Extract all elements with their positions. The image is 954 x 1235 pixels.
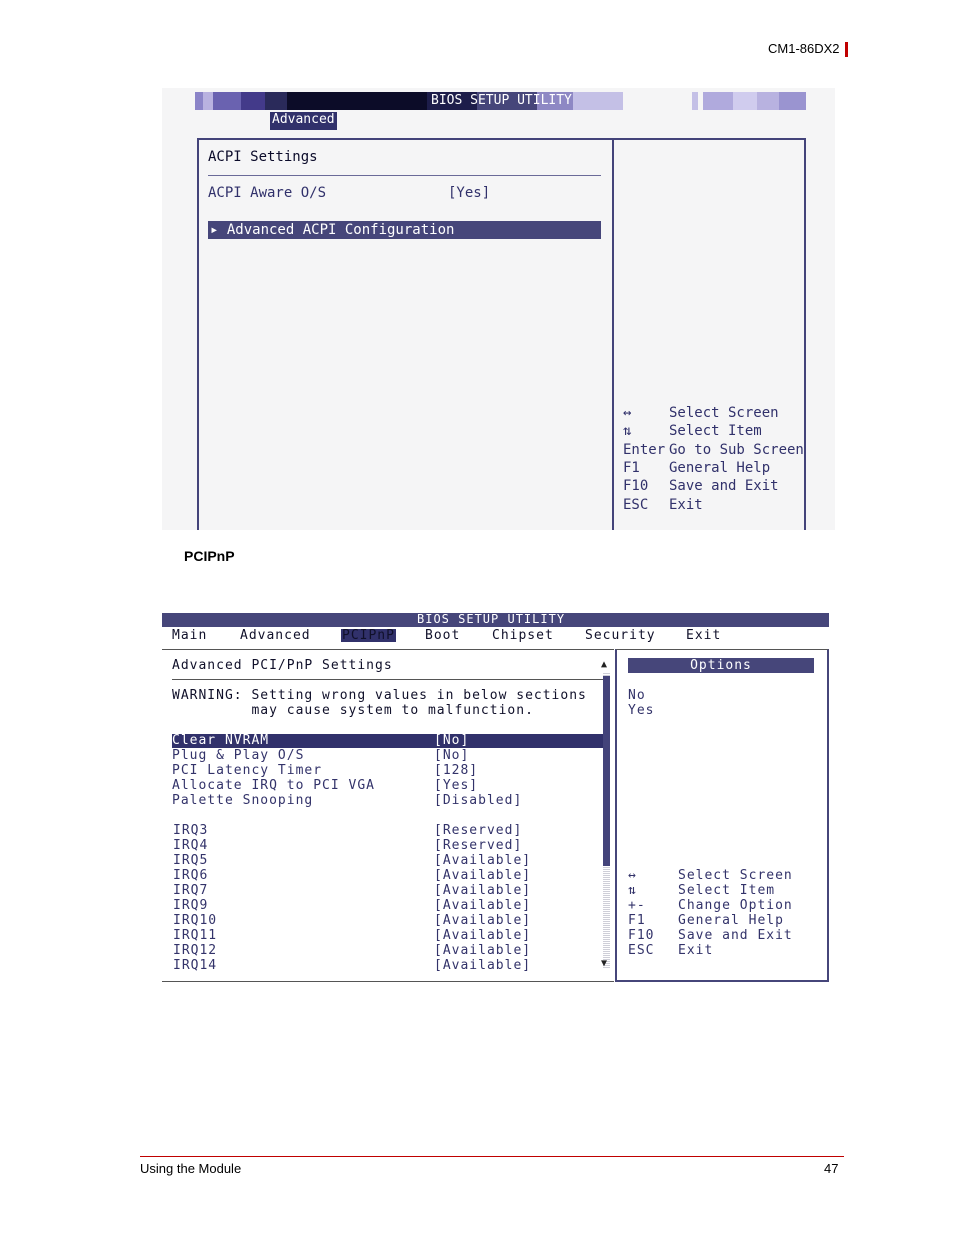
help-action: Exit <box>669 496 703 513</box>
help-action: General Help <box>678 913 784 928</box>
warning-line-2: may cause system to malfunction. <box>172 703 534 718</box>
irq-value[interactable]: [Available] <box>434 958 532 973</box>
help-action: General Help <box>669 459 771 476</box>
tab-boot[interactable]: Boot <box>425 628 461 643</box>
help-action: Select Screen <box>678 868 793 883</box>
separator <box>208 175 601 176</box>
irq-label: IRQ4 <box>173 838 209 853</box>
help-key: ⇅ <box>623 423 632 440</box>
irq-value[interactable]: [Available] <box>434 883 532 898</box>
irq-value[interactable]: [Reserved] <box>434 838 523 853</box>
setting-label: Palette Snooping <box>172 793 314 808</box>
irq-value[interactable]: [Available] <box>434 898 532 913</box>
setting-label: PCI Latency Timer <box>172 763 323 778</box>
help-key: F1 <box>628 913 646 928</box>
section-heading: ACPI Settings <box>208 149 318 165</box>
setting-label: Plug & Play O/S <box>172 748 305 763</box>
help-action: Go to Sub Screen <box>669 441 804 458</box>
help-action: Select Item <box>669 423 762 440</box>
help-key: ↔ <box>628 868 637 883</box>
setting-label-acpi-aware: ACPI Aware O/S <box>208 185 327 201</box>
section-caption: PCIPnP <box>184 548 235 564</box>
scroll-up-icon[interactable]: ▲ <box>601 659 608 670</box>
footer-section-title: Using the Module <box>140 1161 242 1176</box>
help-action: Save and Exit <box>669 478 779 495</box>
irq-value[interactable]: [Available] <box>434 943 532 958</box>
setting-value[interactable]: [128] <box>434 763 479 778</box>
separator <box>172 679 605 680</box>
irq-label: IRQ9 <box>173 898 209 913</box>
tab-pcipnp[interactable]: PCIPnP <box>342 628 395 643</box>
tab-advanced[interactable]: Advanced <box>240 628 311 643</box>
bios-title: BIOS SETUP UTILITY <box>431 93 572 108</box>
document-id: CM1-86DX2 <box>768 41 840 56</box>
setting-label: Allocate IRQ to PCI VGA <box>172 778 376 793</box>
irq-label: IRQ14 <box>173 958 218 973</box>
setting-value[interactable]: [No] <box>434 733 470 748</box>
irq-label: IRQ11 <box>173 928 218 943</box>
options-title: Options <box>690 658 752 673</box>
help-action: Select Screen <box>669 405 779 421</box>
irq-label: IRQ12 <box>173 943 218 958</box>
irq-value[interactable]: [Available] <box>434 913 532 928</box>
footer-rule <box>140 1156 844 1157</box>
irq-value[interactable]: [Available] <box>434 928 532 943</box>
section-heading: Advanced PCI/PnP Settings <box>172 658 393 673</box>
setting-value[interactable]: [Disabled] <box>434 793 523 808</box>
help-key: F10 <box>628 928 655 943</box>
help-key: F10 <box>623 478 649 495</box>
submenu-advanced-acpi[interactable]: ▸ Advanced ACPI Configuration <box>210 222 455 238</box>
setting-value-acpi-aware[interactable]: [Yes] <box>448 185 491 201</box>
irq-value[interactable]: [Reserved] <box>434 823 523 838</box>
tab-security[interactable]: Security <box>585 628 656 643</box>
irq-value[interactable]: [Available] <box>434 868 532 883</box>
irq-label: IRQ10 <box>173 913 218 928</box>
page-number: 47 <box>824 1161 839 1176</box>
help-action: Change Option <box>678 898 793 913</box>
header-accent-bar <box>845 42 848 57</box>
tab-exit[interactable]: Exit <box>686 628 722 643</box>
help-key: +- <box>628 898 646 913</box>
setting-value[interactable]: [Yes] <box>434 778 479 793</box>
tab-chipset[interactable]: Chipset <box>492 628 554 643</box>
scroll-down-icon[interactable]: ▼ <box>601 958 608 969</box>
irq-label: IRQ5 <box>173 853 209 868</box>
bios-screenshot-pcipnp <box>162 612 829 982</box>
help-key: ↔ <box>623 405 632 421</box>
bios-title: BIOS SETUP UTILITY <box>417 612 566 626</box>
setting-value[interactable]: [No] <box>434 748 470 763</box>
option-yes[interactable]: Yes <box>628 703 655 718</box>
help-action: Save and Exit <box>678 928 793 943</box>
warning-line-1: WARNING: Setting wrong values in below sections <box>172 688 587 703</box>
option-no[interactable]: No <box>628 688 646 703</box>
help-key: ⇅ <box>628 883 637 898</box>
irq-value[interactable]: [Available] <box>434 853 532 868</box>
tab-advanced[interactable]: Advanced <box>270 112 337 130</box>
setting-label: Clear NVRAM <box>172 733 270 748</box>
irq-label: IRQ6 <box>173 868 209 883</box>
bios-screenshot-acpi <box>162 88 835 530</box>
scrollbar-thumb[interactable] <box>603 676 610 866</box>
help-key: ESC <box>628 943 655 958</box>
help-key: ESC <box>623 496 649 513</box>
tab-main[interactable]: Main <box>172 628 208 643</box>
help-action: Select Item <box>678 883 776 898</box>
help-action: Exit <box>678 943 714 958</box>
help-key: Enter <box>623 441 666 458</box>
irq-label: IRQ7 <box>173 883 209 898</box>
help-key: F1 <box>623 459 640 476</box>
irq-label: IRQ3 <box>173 823 209 838</box>
